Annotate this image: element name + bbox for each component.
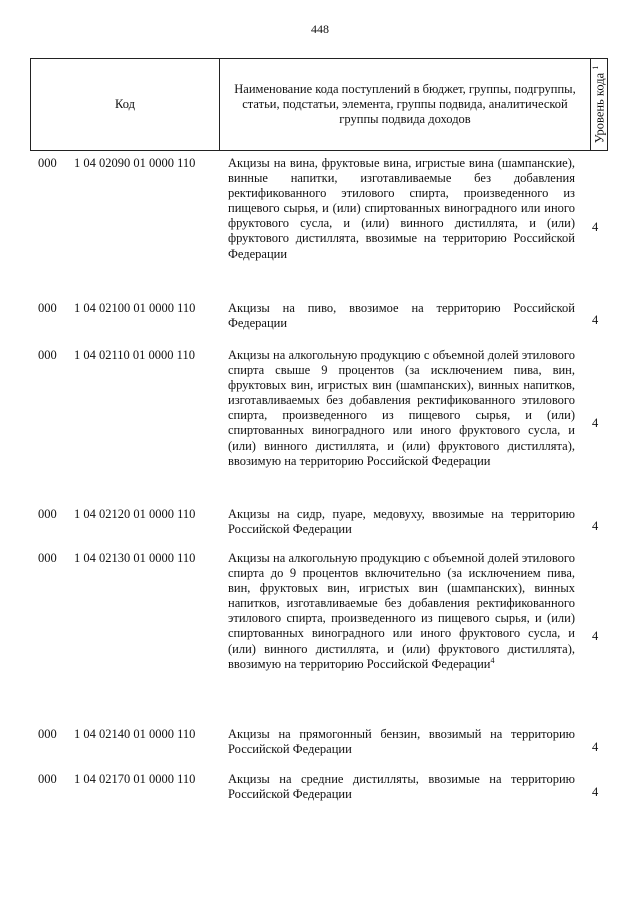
row-description-text: Акцизы на прямогонный бензин, ввозимый на территорию Российской Федерации <box>228 727 575 757</box>
header-code <box>31 59 220 150</box>
code-level: 4 <box>592 220 599 234</box>
row-description <box>228 551 575 672</box>
revenue-code: 1 04 02100 01 0000 110 <box>74 301 196 315</box>
row-description <box>228 156 575 262</box>
code-level: 4 <box>592 785 599 799</box>
admin-code: 000 <box>38 772 57 786</box>
header-code-label: Код <box>115 97 135 111</box>
header-level-label <box>593 66 608 144</box>
header-level-text: Уровень кода <box>592 72 607 144</box>
header-name-label: Наименование кода поступлений в бюджет, группы, подгруппы, статьи, подстатьи, элемента, группы подвида, аналитической группы подвида доходов <box>234 82 576 126</box>
admin-code: 000 <box>38 727 57 741</box>
code-level: 4 <box>592 313 599 327</box>
admin-code: 000 <box>38 156 57 170</box>
admin-code: 000 <box>38 301 57 315</box>
revenue-code: 1 04 02120 01 0000 110 <box>74 507 196 521</box>
row-description <box>228 348 575 469</box>
header-level <box>591 59 609 150</box>
code-level: 4 <box>592 519 599 533</box>
table-header <box>30 58 608 151</box>
admin-code: 000 <box>38 507 57 521</box>
row-description <box>228 507 575 537</box>
row-description-text: Акцизы на сидр, пуаре, медовуху, ввозимые на территорию Российской Федерации <box>228 507 575 537</box>
admin-code: 000 <box>38 551 57 565</box>
admin-code: 000 <box>38 348 57 362</box>
row-description <box>228 301 575 331</box>
row-description-text: Акцизы на алкогольную продукцию с объемной долей этилового спирта до 9 процентов включительно (за исключением пива, вин, фруктовых вин, игристых вин (шампанских), винных напитков, изготавливаемые без добавления ректификованного этилового спирта, произведенного из пищевого сырья, и (или) спиртованных виноградного или иного фруктового сусла, и (или) винного дистиллята, и (или) фруктового дистиллята), ввозимую на территорию Российской Федерации <box>228 551 575 671</box>
code-level: 4 <box>592 740 599 754</box>
revenue-code: 1 04 02110 01 0000 110 <box>74 348 195 362</box>
row-description <box>228 727 575 757</box>
revenue-code: 1 04 02130 01 0000 110 <box>74 551 196 565</box>
header-name <box>220 59 591 150</box>
header-level-footnote: 1 <box>591 65 601 70</box>
row-description <box>228 772 575 802</box>
revenue-code: 1 04 02170 01 0000 110 <box>74 772 196 786</box>
code-level: 4 <box>592 416 599 430</box>
revenue-code: 1 04 02090 01 0000 110 <box>74 156 196 170</box>
row-description-text: Акцизы на вина, фруктовые вина, игристые вина (шампанские), винные напитки, изготавливаемые без добавления ректификованного этилового спирта, произведенного из пищевого сырья, и (или) спиртованных виноградного или иного фруктового сусла, и (или) винного дистиллята, и (или) фруктового дистиллята, ввозимые на территорию Российской Федерации <box>228 156 575 261</box>
row-description-text: Акцизы на пиво, ввозимое на территорию Российской Федерации <box>228 301 575 331</box>
footnote-marker: 4 <box>490 655 495 665</box>
code-level: 4 <box>592 629 599 643</box>
row-description-text: Акцизы на алкогольную продукцию с объемной долей этилового спирта свыше 9 процентов (за исключением пива, вин, фруктовых вин, игристых вин (шампанских), винных напитков, изготавливаемых без добавления ректификованного этилового спирта, произведенного из пищевого сырья, и (или) спиртованных виноградного или иного фруктового сусла, и (или) винного дистиллята, и (или) фруктового дистиллята), ввозимую на территорию Российской Федерации <box>228 348 575 468</box>
row-description-text: Акцизы на средние дистилляты, ввозимые на территорию Российской Федерации <box>228 772 575 802</box>
revenue-code: 1 04 02140 01 0000 110 <box>74 727 196 741</box>
page-number: 448 <box>311 22 329 36</box>
